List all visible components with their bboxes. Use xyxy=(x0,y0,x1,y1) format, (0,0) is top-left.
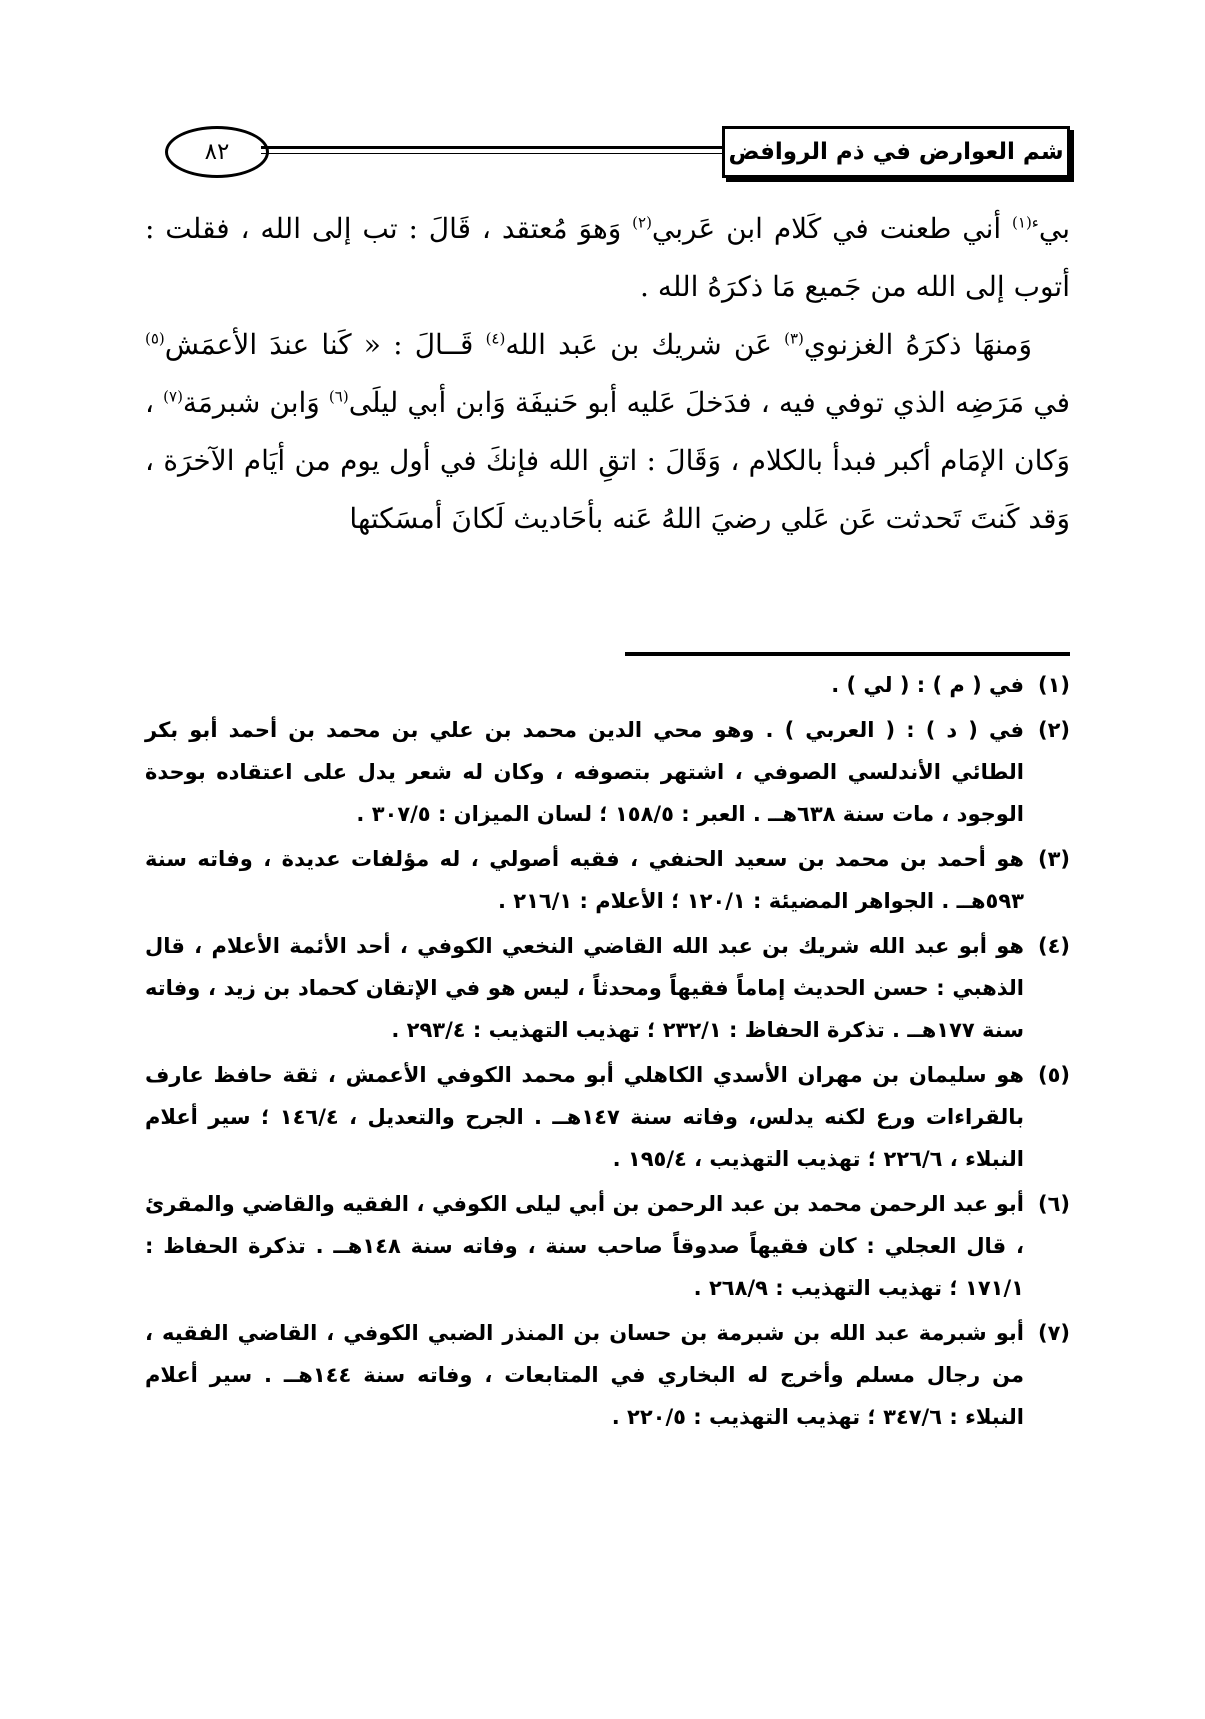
footnote xyxy=(145,1054,1070,1180)
paragraph-1 xyxy=(145,200,1070,316)
footnote-text: أبو شبرمة عبد الله بن شبرمة بن حسان بن المنذر الضبي الكوفي ، القاضي الفقيه ، من رجال مسلم وأخرج له البخاري في المتابعات ، وفاته سنة ١٤٤هــ . سير أعلام النبلاء : ٣٤٧/٦ ؛ تهذيب التهذيب : ٢٢٠/٥ . xyxy=(145,1321,1024,1429)
text-run: أني طعنت في كَلام ابن عَربي xyxy=(651,212,1013,245)
text-run: بي xyxy=(1038,212,1070,245)
footnote-separator xyxy=(625,652,1070,656)
text-run: عَن شريك بن عَبد الله xyxy=(505,328,785,361)
page-header xyxy=(145,120,1070,180)
book-title-box xyxy=(722,126,1070,178)
footnote-number: (٥) xyxy=(1037,1063,1070,1087)
footnote-ref: (٤) xyxy=(485,329,506,348)
footnote-number: (٧) xyxy=(1037,1321,1070,1345)
header-rule-thin xyxy=(261,153,724,154)
text-run: ، وَكان الإمَام أكبر فبدأ بالكلام ، وَقَالَ : اتقِ الله فإنكَ في أول يوم من أيَام الآخرَة ، وَقد كَنتَ تَحدثت عَن عَلي رضيَ اللهُ عَنه بأحَاديث لَكانَ أمسَكتها xyxy=(145,386,1070,535)
paragraph-2 xyxy=(145,316,1070,548)
footnote-text: هو أحمد بن محمد بن سعيد الحنفي ، فقيه أصولي ، له مؤلفات عديدة ، وفاته سنة ٥٩٣هــ . الجواهر المضيئة : ١٢٠/١ ؛ الأعلام : ٢١٦/١ . xyxy=(145,847,1024,913)
footnote-number: (١) xyxy=(1037,673,1070,697)
footnote-ref: (٦) xyxy=(328,387,349,406)
text-run: قَــالَ : « كَنا عندَ الأعمَش xyxy=(164,328,486,361)
footnote xyxy=(145,664,1070,706)
footnote xyxy=(145,925,1070,1051)
footnote-text: في ( م ) : ( لي ) . xyxy=(831,673,1024,697)
footnote-number: (٤) xyxy=(1037,934,1070,958)
main-text xyxy=(145,200,1070,548)
footnote-text: في ( د ) : ( العربي ) . وهو محي الدين محمد بن علي بن محمد بن أحمد أبو بكر الطائي الأندلسي الصوفي ، اشتهر بتصوفه ، وكان له شعر يدل على اعتقاده بوحدة الوجود ، مات سنة ٦٣٨هــ . العبر : ١٥٨/٥ ؛ لسان الميزان : ٣٠٧/٥ . xyxy=(145,718,1024,826)
footnote xyxy=(145,1183,1070,1309)
footnote-ref: (٧) xyxy=(163,387,183,406)
page-number: ٨٢ xyxy=(165,126,269,178)
text-run: وَابن شبرمَة xyxy=(182,386,329,419)
footnote-ref: ء(١) xyxy=(1012,213,1039,232)
footnote-text: هو أبو عبد الله شريك بن عبد الله القاضي النخعي الكوفي ، أحد الأئمة الأعلام ، قال الذهبي : حسن الحديث إماماً فقيهاً ومحدثاً ، ليس هو في الإتقان كحماد بن زيد ، وفاته سنة ١٧٧هــ . تذكرة الحفاظ : ٢٣٢/١ ؛ تهذيب التهذيب : ٢٩٣/٤ . xyxy=(145,934,1024,1042)
footnote-text: أبو عبد الرحمن محمد بن عبد الرحمن بن أبي ليلى الكوفي ، الفقيه والقاضي والمقرئ ، قال العجلي : كان فقيهاً صدوقاً صاحب سنة ، وفاته سنة ١٤٨هــ . تذكرة الحفاظ : ١٧١/١ ؛ تهذيب التهذيب : ٢٦٨/٩ . xyxy=(145,1192,1024,1300)
footnote xyxy=(145,838,1070,922)
footnote-number: (٣) xyxy=(1037,847,1070,871)
text-run: وَهوَ مُعتقد ، قَالَ : تب إلى الله ، فقلت : أتوب إلى الله من جَميع مَا ذكرَهُ الله . xyxy=(145,212,1070,303)
text-run: وَمنهَا ذكرَهُ الغزنوي xyxy=(803,328,1032,361)
book-title: شم العوارض في ذم الروافض xyxy=(728,139,1064,165)
footnote xyxy=(145,709,1070,835)
footnote-number: (٢) xyxy=(1037,718,1070,742)
footnote-ref: (٥) xyxy=(145,329,165,348)
footnote xyxy=(145,1312,1070,1438)
text-run: في مَرَضِه الذي توفي فيه ، فدَخلَ عَليه أبو حَنيفَة وَابن أبي ليلَى xyxy=(348,386,1070,419)
footnote-ref: (٣) xyxy=(784,329,804,348)
header-rule xyxy=(261,146,724,149)
footnote-number: (٦) xyxy=(1037,1192,1070,1216)
footnote-ref: (٢) xyxy=(632,213,652,232)
footnotes xyxy=(145,664,1070,1441)
footnote-text: هو سليمان بن مهران الأسدي الكاهلي أبو محمد الكوفي الأعمش ، ثقة حافظ عارف بالقراءات ورع لكنه يدلس، وفاته سنة ١٤٧هــ . الجرح والتعديل ، ١٤٦/٤ ؛ سير أعلام النبلاء ، ٢٢٦/٦ ؛ تهذيب التهذيب ، ١٩٥/٤ . xyxy=(145,1063,1024,1171)
